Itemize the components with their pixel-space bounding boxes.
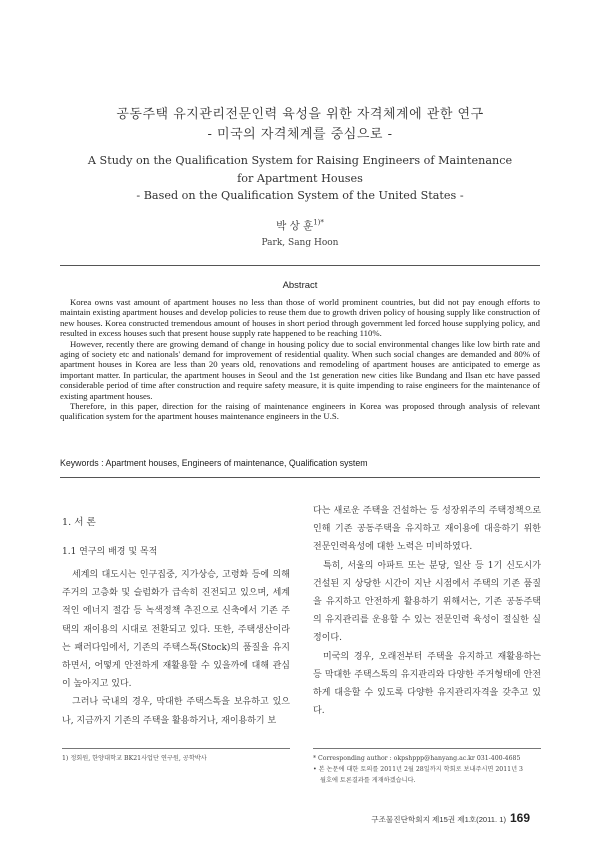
right-paragraph-3: 미국의 경우, 오래전부터 주택을 유지하고 재활용하는 등 막대한 주택스톡의 유지관리와 다양한 주거형태에 안전하게 대응할 수 있도록 다양한 유지관리자격을 갖추고 있다. xyxy=(313,651,541,717)
abstract-bottom-rule xyxy=(60,477,540,478)
discussion-note-line1: • 본 논문에 대한 토의를 2011년 2월 28일까지 학회로 보내주시면 2011년 3 xyxy=(313,766,523,773)
abstract-heading: Abstract xyxy=(282,280,318,291)
corresponding-author-note: * Corresponding author : okpshppp@hanyang.ac.kr 031-400-4685 xyxy=(313,755,521,762)
keywords-separator: : xyxy=(98,458,106,468)
right-paragraph-1: 다는 새로운 주택을 건설하는 등 성장위주의 주택정책으로 인해 기존 공동주택을 유지하고 재이용에 대응하기 위한 전문인력육성에 대한 노력은 미비하였다. xyxy=(313,506,541,553)
keywords-label: Keywords xyxy=(60,458,99,468)
author-korean xyxy=(0,218,600,233)
page-number: 169 xyxy=(510,811,531,825)
left-paragraph-1: 세계의 대도시는 인구집중, 지가상승, 고령화 등에 의해 주거의 고층화 및 슬럼화가 급속히 진전되고 있으며, 세계적인 에너지 절감 등 녹색정책 추진으로 신축에서 기존 주택의 재이용의 시대로 전환되고 있다. 또한, 주택생산이라는 패러다임에서, 기존의 주택스톡(Stock)의 품질을 유지하면서, 어떻게 안전하게 재활용할 수 있을까에 대해 관심이 높아지고 있다. xyxy=(62,570,290,690)
abstract-paragraph-3: Therefore, in this paper, direction for the raising of maintenance engineers in Korea was proposed through analysis of relevant qualification system for the apartment houses maintenance engineers in the U.S. xyxy=(60,401,540,422)
abstract-top-rule xyxy=(60,265,540,266)
journal-info: 구조물진단학회지 제15권 제1호(2011. 1) xyxy=(371,815,506,824)
keywords-text: Apartment houses, Engineers of maintenance, Qualification system xyxy=(105,458,368,468)
english-title-line1: A Study on the Qualification System for Raising Engineers of Maintenance xyxy=(87,154,513,167)
left-footnote-rule xyxy=(62,748,290,749)
author-english: Park, Sang Hoon xyxy=(261,238,339,248)
abstract-paragraph-1: Korea owns vast amount of apartment houses no less than those of world prominent countries, but did not pay enough efforts to maintain existing apartment houses and develop policies to reuse them due to growth driven policy of housing supply like construction of new houses. Korea constructed tremendous amount of houses in short period through government led forced house supplying policy, and resulted in excess houses such that present house supply rate happened to be reaching 110%. xyxy=(60,297,540,339)
english-subtitle: - Based on the Qualification System of the United States - xyxy=(136,189,464,202)
right-paragraph-2: 특히, 서울의 아파트 또는 분당, 일산 등 1기 신도시가 건설된 지 상당한 시간이 지난 시점에서 주택의 기존 품질을 유지하고 안전하게 활용하기 위해서는, 기존 공동주택의 유지관리를 운용할 수 있는 전문인력 육성이 절실한 실정이다. xyxy=(313,560,541,644)
left-paragraph-2: 그러나 국내의 경우, 막대한 주택스톡을 보유하고 있으나, 지금까지 기존의 주택을 활용하거나, 재이용하기 보 xyxy=(62,697,290,726)
discussion-note-line2: 월호에 토론결과를 게재하겠습니다. xyxy=(320,777,416,784)
keywords-line xyxy=(60,458,540,468)
korean-subtitle: - 미국의 자격체계를 중심으로 - xyxy=(207,127,393,142)
left-column-body xyxy=(62,566,290,730)
right-column-body xyxy=(313,502,541,720)
abstract-paragraph-2: However, recently there are growing demand of change in housing policy due to social environmental changes like low birth rate and aging of society etc and nationals' demand for improvement of residential quality. When such social changes are demanded and 80% of apartment houses in Korea are less than 20 years old, renovations and remodeling of apartment houses are anticipated to emerge as important matter. In particular, the apartment houses in Seoul and the 1st generation new cities like Bundang and Ilsan etc have passed considerable period of time after construction and require safety measure, it is quite impending to raise engineers for the maintenance of existing apartment houses. xyxy=(60,338,540,401)
korean-title: 공동주택 유지관리전문인력 육성을 위한 자격체계에 관한 연구 xyxy=(116,107,484,122)
subsection-title: 1.1 연구의 배경 및 목적 xyxy=(62,547,158,557)
author-name-korean: 박 상 훈 xyxy=(276,220,314,232)
abstract-body xyxy=(60,297,540,422)
right-footnotes xyxy=(313,753,545,786)
right-footnote-rule xyxy=(313,748,541,749)
left-footnote: 1) 정회원, 한양대학교 BK21사업단 연구원, 공학박사 xyxy=(62,755,207,762)
author-superscript: 1)* xyxy=(313,218,324,227)
english-title-line2: for Apartment Houses xyxy=(237,172,363,185)
section-title: 1. 서 론 xyxy=(62,517,96,528)
